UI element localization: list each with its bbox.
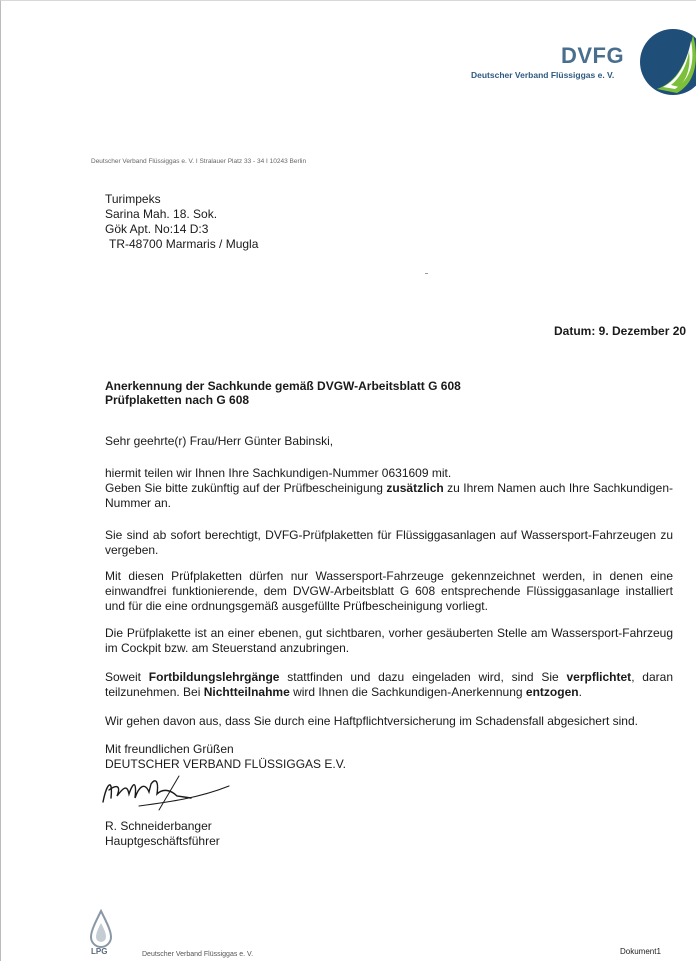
bold-text: verpflichtet	[566, 670, 632, 684]
letter-subject	[105, 379, 461, 407]
text-run: Soweit	[105, 670, 149, 684]
closing-greeting: Mit freundlichen Grüßen	[105, 742, 234, 756]
signer-name: R. Schneiderbanger	[105, 819, 212, 833]
letter-date: Datum: 9. Dezember 20	[554, 324, 687, 338]
recipient-address	[105, 192, 258, 252]
subject-line-1: Anerkennung der Sachkunde gemäß DVGW-Arbeitsblatt G 608	[105, 379, 461, 393]
recipient-line: Gök Apt. No:14 D:3	[105, 222, 209, 236]
paragraph-line: hiermit teilen wir Ihnen Ihre Sachkundigen-Nummer 0631609 mit.	[105, 466, 452, 480]
brand-wordmark: DVFG	[561, 43, 625, 68]
brand-org-name: Deutscher Verband Flüssiggas e. V.	[471, 70, 615, 80]
bold-text: Fortbildungslehrgänge	[148, 670, 280, 684]
subject-line-2: Prüfplaketten nach G 608	[105, 393, 250, 407]
paragraph-pruefplaketten: Mit diesen Prüfplaketten dürfen nur Wassersport-Fahrzeuge gekennzeichnet werden, in denen eine einwandfrei funktionierende, dem DVGW-Arbeitsblatt G 608 entsprechende Flüssiggasanlage installiert und für die eine ordnungsgemäß ausgefüllte Prüfbescheinigung vorliegt.	[105, 569, 673, 613]
signer-title: Hauptgeschäftsführer	[105, 834, 220, 848]
recipient-line: Sarina Mah. 18. Sok.	[105, 207, 218, 221]
recipient-line: TR-48700 Marmaris / Mugla	[109, 237, 259, 251]
scan-speck	[425, 273, 428, 274]
handwritten-signature	[99, 772, 239, 812]
bold-text: entzogen	[525, 685, 579, 699]
sender-address-line: Deutscher Verband Flüssiggas e. V. I Stralauer Platz 33 - 34 I 10243 Berlin	[91, 158, 307, 165]
salutation: Sehr geehrte(r) Frau/Herr Günter Babinski,	[105, 434, 334, 448]
signer-block	[105, 819, 220, 849]
text-run: wird Ihnen die Sachkundigen-Anerkennung	[289, 685, 526, 699]
paragraph-sachkundigen-nummer	[105, 466, 673, 511]
text-run: .	[578, 685, 582, 699]
text-run: , daran teilzunehmen. Bei	[105, 670, 673, 699]
paragraph-anbringung: Die Prüfplakette ist an einer ebenen, gut sichtbaren, vorher gesäuberten Stelle am Wassersport-Fahrzeug im Cockpit bzw. am Steuerstand anzubringen.	[105, 626, 673, 655]
dvfg-logo-icon	[637, 27, 696, 97]
bold-text: zusätzlich	[386, 481, 444, 495]
footer-org-name: Deutscher Verband Flüssiggas e. V.	[142, 951, 254, 958]
text-run: zu Ihrem Namen auch Ihre Sachkundigen-Nummer an.	[105, 481, 673, 510]
footer-document-label: Dokument1	[620, 947, 661, 956]
text-run: Geben Sie bitte zukünftig auf der Prüfbescheinigung	[105, 481, 387, 495]
paragraph-berechtigung: Sie sind ab sofort berechtigt, DVFG-Prüfplaketten für Flüssiggasanlagen auf Wassersport-Fahrzeugen zu vergeben.	[105, 528, 673, 557]
closing-block	[105, 742, 346, 772]
paragraph-fortbildung	[105, 670, 673, 700]
text-run: stattfinden und dazu eingeladen wird, sind Sie	[279, 670, 567, 684]
closing-org: DEUTSCHER VERBAND FLÜSSIGGAS E.V.	[105, 757, 346, 771]
bold-text: Nichtteilnahme	[203, 685, 290, 699]
footer-lpg-label: LPG	[91, 947, 108, 956]
paragraph-line	[105, 481, 673, 511]
recipient-line: Turimpeks	[105, 192, 161, 206]
paragraph-haftpflicht: Wir gehen davon aus, dass Sie durch eine Haftpflichtversicherung im Schadensfall abgesichert sind.	[105, 714, 638, 728]
